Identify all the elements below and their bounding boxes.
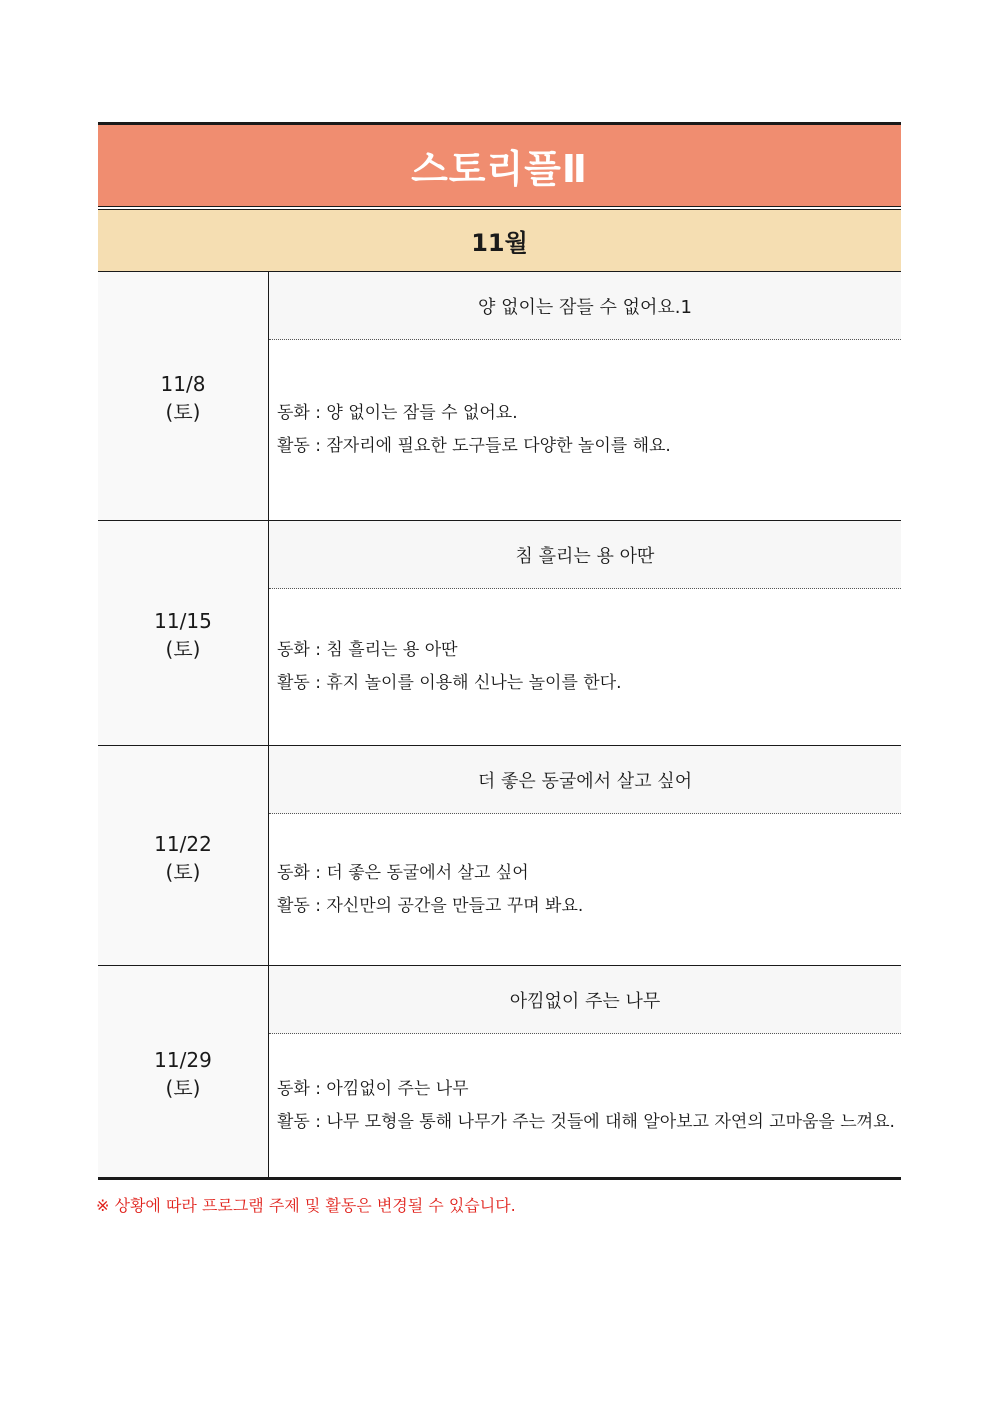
content-cell (269, 272, 901, 520)
title-bar (98, 122, 901, 206)
page-title: 스토리플Ⅱ (411, 147, 588, 191)
date-cell (98, 521, 269, 745)
schedule-table (98, 122, 901, 1180)
story-line: 동화 : 아낌없이 주는 나무 (277, 1078, 469, 1099)
session-row (98, 966, 901, 1180)
content-cell (269, 521, 901, 745)
date-cell (98, 272, 269, 520)
date-cell (98, 966, 269, 1177)
month-label: 11월 (471, 229, 528, 257)
session-date: 11/22 (154, 831, 212, 856)
session-topic: 침 흘리는 용 아딴 (269, 521, 901, 589)
month-header (98, 210, 901, 272)
footnote: ※ 상황에 따라 프로그램 주제 및 활동은 변경될 수 있습니다. (96, 1196, 516, 1215)
session-details (269, 814, 901, 965)
session-day: (토) (165, 637, 201, 661)
story-line: 동화 : 더 좋은 동굴에서 살고 싶어 (277, 862, 529, 883)
content-cell (269, 966, 901, 1177)
session-day: (토) (165, 1075, 201, 1100)
session-details (269, 1034, 901, 1177)
activity-line: 활동 : 자신만의 공간을 만들고 꾸며 봐요. (277, 895, 584, 916)
session-details (269, 340, 901, 520)
session-row (98, 272, 901, 521)
content-cell (269, 746, 901, 965)
session-day: (토) (165, 400, 201, 424)
story-line: 동화 : 침 흘리는 용 아딴 (277, 640, 458, 660)
activity-line: 활동 : 휴지 놀이를 이용해 신나는 놀이를 한다. (277, 673, 622, 693)
session-day: (토) (165, 859, 201, 884)
session-topic: 양 없이는 잠들 수 없어요.1 (269, 272, 901, 340)
session-row (98, 746, 901, 966)
activity-line: 활동 : 나무 모형을 통해 나무가 주는 것들에 대해 알아보고 자연의 고마움을 느껴요. (277, 1111, 895, 1132)
date-cell (98, 746, 269, 965)
session-row (98, 521, 901, 746)
session-date: 11/8 (160, 372, 206, 396)
activity-line: 활동 : 잠자리에 필요한 도구들로 다양한 놀이를 해요. (277, 436, 671, 456)
session-details (269, 589, 901, 745)
session-topic: 아낌없이 주는 나무 (269, 966, 901, 1034)
session-date: 11/29 (154, 1047, 212, 1072)
story-line: 동화 : 양 없이는 잠들 수 없어요. (277, 403, 518, 423)
session-date: 11/15 (154, 609, 212, 633)
session-topic: 더 좋은 동굴에서 살고 싶어 (269, 746, 901, 814)
